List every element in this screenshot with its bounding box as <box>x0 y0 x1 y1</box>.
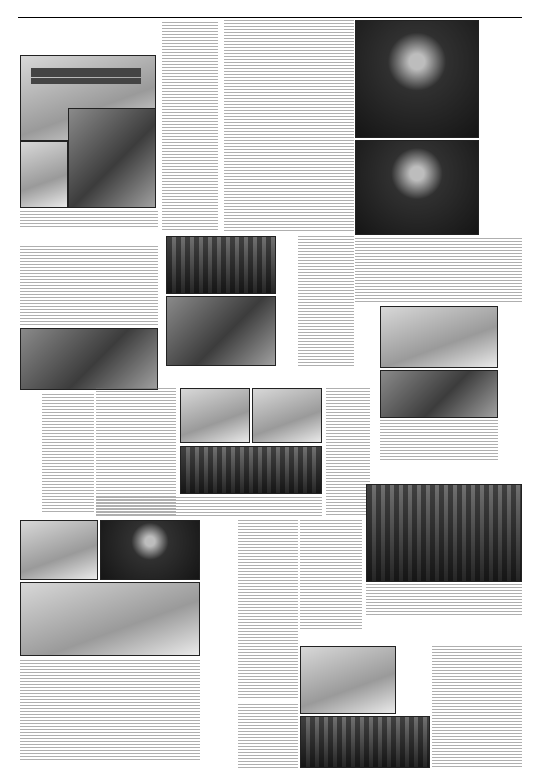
jiangxi-photo-2 <box>380 370 498 418</box>
students-headline <box>22 354 38 514</box>
wynn-photo-1 <box>20 520 98 580</box>
wynn-body-bottom <box>20 660 200 760</box>
mom-photo-3 <box>180 446 322 494</box>
mom-photo-1 <box>180 388 250 443</box>
mom-photo-2 <box>252 388 322 443</box>
audit-photo-sign-en <box>31 78 141 84</box>
wynn-headline-2 <box>202 530 222 700</box>
jiangxi-body <box>380 420 498 462</box>
jiangxi-headline <box>504 306 520 466</box>
audit-body-left <box>20 211 158 229</box>
lantern-headline <box>480 28 508 248</box>
womenfed-headline <box>366 468 522 481</box>
mom-body-bottom <box>96 497 322 517</box>
wynn-headline-1 <box>222 522 234 692</box>
lantern-photo-bottom <box>355 140 479 235</box>
lantern-body <box>355 238 522 303</box>
audit-photo-sign <box>31 68 141 77</box>
womenfed-body <box>366 584 522 616</box>
masthead-rule <box>18 17 522 18</box>
women-headline <box>22 230 160 243</box>
civic-photo-2 <box>166 296 276 366</box>
students-body <box>42 394 94 514</box>
audit-body-col1 <box>162 22 218 232</box>
audit-photo-3 <box>20 141 68 208</box>
website-url[interactable] <box>200 6 280 15</box>
wynn-body-col1 <box>238 520 298 700</box>
page-label <box>18 6 58 15</box>
audit-photo-2 <box>68 108 156 208</box>
wynn-photo-3 <box>20 582 200 656</box>
lantern-photo-top <box>355 20 479 138</box>
civic-body <box>298 236 354 368</box>
paper-nameplate <box>282 3 332 17</box>
wynn-photo-2 <box>100 520 200 580</box>
entertainment-headline <box>300 630 500 643</box>
wynn-body-col2 <box>300 520 362 630</box>
civic-photo <box>166 236 276 294</box>
issue-date <box>408 6 480 15</box>
entertainment-photo-2 <box>300 716 430 768</box>
jiangxi-photo-1 <box>380 306 498 368</box>
entertainment-body-left <box>238 704 298 768</box>
womenfed-photo <box>366 484 522 582</box>
mom-body-right <box>326 388 370 516</box>
civic-headline <box>280 236 294 368</box>
mom-headline <box>135 372 355 385</box>
entertainment-photo-1 <box>300 646 396 714</box>
issue-weekday <box>488 6 518 15</box>
entertainment-body-right <box>432 646 522 768</box>
audit-body-col2 <box>224 20 354 232</box>
women-body <box>20 246 158 326</box>
lantern-kicker <box>509 20 521 240</box>
